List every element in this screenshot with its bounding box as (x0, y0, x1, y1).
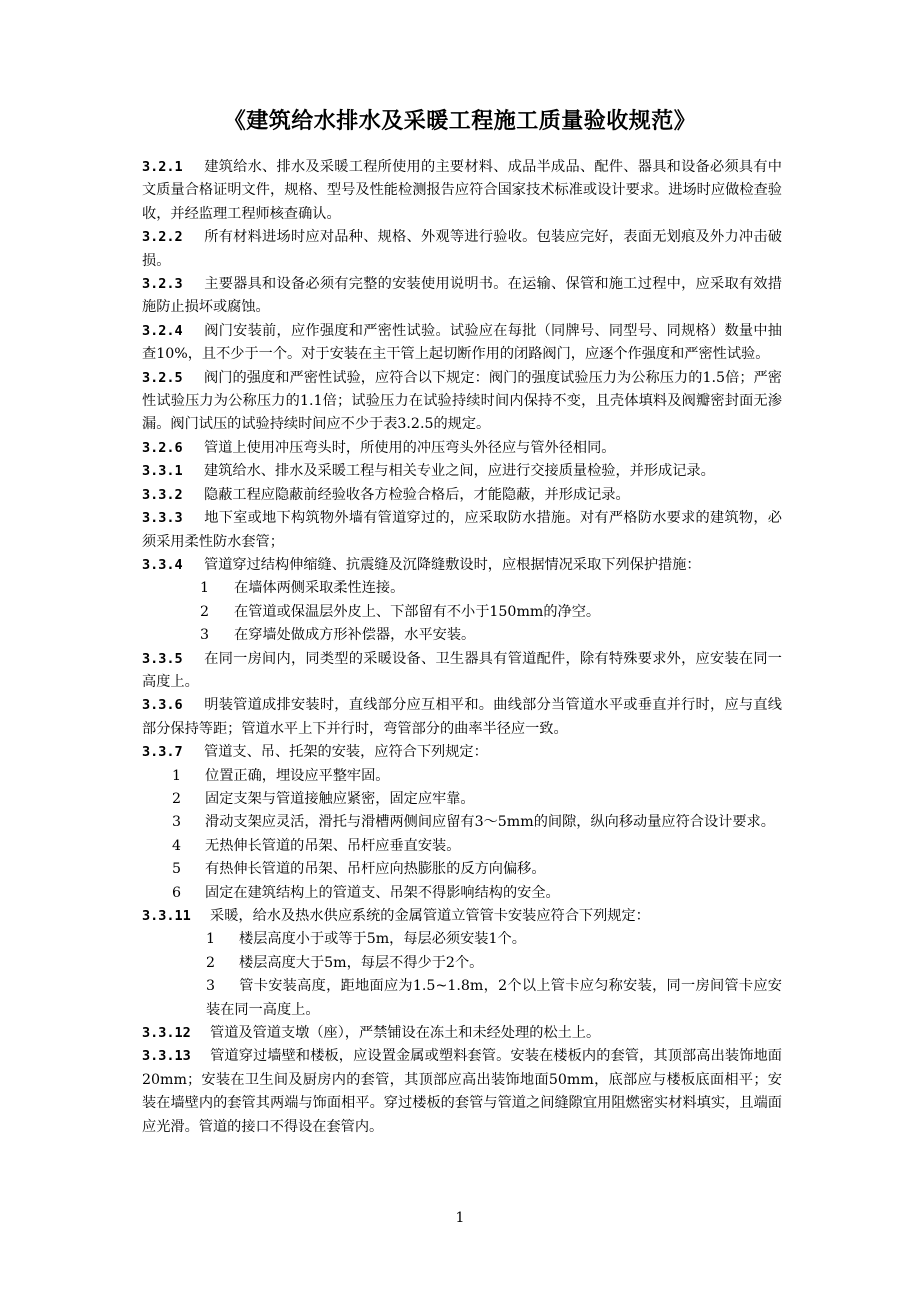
clause-text: 管道穿过墙壁和楼板，应设置金属或塑料套管。安装在楼板内的套管，其顶部高出装饰地面20mm；安装在卫生间及厨房内的套管，其顶部应高出装饰地面50mm，底部应与楼板底面相平；安装在墙壁内的套管其两端与饰面相平。穿过楼板的套管与管道之间缝隙宜用阻燃密实材料填实，且端面应光滑。管道的接口不得设在套管内。 (142, 1048, 782, 1135)
sub-item-text: 滑动支架应灵活，滑托与滑槽两侧间应留有3～5mm的间隙，纵向移动量应符合设计要求。 (205, 814, 775, 831)
sub-item-number: 6 (172, 884, 182, 901)
clause-number: 3.3.7 (142, 744, 183, 761)
sub-item-number: 2 (200, 603, 210, 620)
clause (142, 460, 782, 483)
sub-item-number: 5 (172, 861, 182, 878)
clause-number: 3.3.2 (142, 486, 183, 503)
sub-item (142, 601, 782, 624)
clause-text: 所有材料进场时应对品种、规格、外观等进行验收。包装应完好，表面无划痕及外力冲击破损。 (142, 229, 782, 269)
sub-item-text: 固定支架与管道接触应紧密，固定应牢靠。 (205, 790, 475, 807)
clause-text: 在同一房间内，同类型的采暖设备、卫生器具有管道配件，除有特殊要求外，应安装在同一高度上。 (142, 650, 782, 690)
clause (142, 484, 782, 507)
clause (142, 694, 782, 741)
sub-item-text: 楼层高度小于或等于5m，每层必须安装1个。 (239, 931, 526, 948)
sub-item (142, 975, 782, 1022)
clause-text: 隐蔽工程应隐蔽前经验收各方检验合格后，才能隐蔽，并形成记录。 (204, 486, 630, 503)
sub-item-number: 4 (172, 837, 182, 854)
clause-number: 3.3.1 (142, 463, 183, 480)
clause-number: 3.2.3 (142, 276, 183, 293)
sub-item-text: 固定在建筑结构上的管道支、吊架不得影响结构的安全。 (205, 884, 560, 901)
sub-item-number: 1 (172, 767, 182, 784)
sub-item (142, 788, 782, 811)
clause-number: 3.3.3 (142, 510, 183, 527)
clause (142, 554, 782, 577)
sub-item-number: 3 (206, 978, 216, 995)
clause-number: 3.3.4 (142, 556, 183, 573)
sub-item (142, 952, 782, 975)
sub-item-text: 在墙体两侧采取柔性连接。 (234, 580, 405, 597)
sub-item-number: 3 (172, 814, 182, 831)
document-title: 《建筑给水排水及采暖工程施工质量验收规范》 (223, 109, 697, 134)
clause-number: 3.2.4 (142, 322, 183, 339)
clause-text: 建筑给水、排水及采暖工程与相关专业之间，应进行交接质量检验，并形成记录。 (204, 463, 715, 480)
clause-text: 管道及管道支墩（座），严禁铺设在冻土和未经处理的松土上。 (210, 1025, 601, 1042)
clause (142, 367, 782, 437)
clause (142, 320, 782, 367)
clause (142, 226, 782, 273)
sub-item-text: 有热伸长管道的吊架、吊杆应向热膨胀的反方向偏移。 (205, 861, 546, 878)
clause-number: 3.2.1 (142, 159, 183, 175)
clause (142, 273, 782, 320)
clause-text: 管道上使用冲压弯头时，所使用的冲压弯头外径应与管外径相同。 (204, 439, 616, 456)
clause (142, 1022, 782, 1045)
sub-item (142, 928, 782, 951)
clause-text: 管道穿过结构伸缩缝、抗震缝及沉降缝敷设时，应根据情况采取下列保护措施： (204, 556, 701, 573)
clause-text: 阀门安装前，应作强度和严密性试验。试验应在每批（同牌号、同型号、同规格）数量中抽查10%，且不少于一个。对于安装在主干管上起切断作用的闭路阀门，应逐个作强度和严密性试验。 (142, 322, 782, 363)
clause (142, 1045, 782, 1139)
clause (142, 905, 782, 928)
sub-item-text: 位置正确，埋设应平整牢固。 (205, 767, 390, 784)
clause (142, 507, 782, 554)
clause-text: 地下室或地下构筑物外墙有管道穿过的，应采取防水措施。对有严格防水要求的建筑物，必须采用柔性防水套管； (142, 510, 782, 550)
clause-number: 3.2.5 (142, 369, 183, 386)
clause-text: 采暖，给水及热水供应系统的金属管道立管管卡安装应符合下列规定： (210, 908, 650, 924)
sub-item (142, 577, 782, 600)
clause-number: 3.3.11 (142, 908, 191, 924)
clause-number: 3.2.6 (142, 439, 183, 456)
page-number: 1 (455, 1210, 465, 1226)
sub-item (142, 835, 782, 858)
sub-item-text: 在管道或保温层外皮上、下部留有不小于150mm的净空。 (234, 603, 601, 620)
clause-number: 3.3.13 (142, 1048, 191, 1065)
clause-number: 3.3.6 (142, 697, 183, 714)
sub-item-number: 1 (200, 580, 210, 597)
sub-item-number: 2 (206, 954, 216, 971)
clause (142, 156, 782, 226)
clause-text: 阀门的强度和严密性试验，应符合以下规定：阀门的强度试验压力为公称压力的1.5倍；严密性试验压力为公称压力的1.1倍；试验压力在试验持续时间内保持不变，且壳体填料及阀瓣密封面无渗漏。阀门试压的试验持续时间应不少于表3.2.5的规定。 (142, 369, 782, 433)
clause-number: 3.3.5 (142, 650, 183, 667)
sub-item (142, 624, 782, 647)
clause-number: 3.3.12 (142, 1025, 191, 1042)
sub-item (142, 858, 782, 881)
sub-item-text: 管卡安装高度，距地面应为1.5~1.8m，2个以上管卡应匀称安装，同一房间管卡应安装在同一高度上。 (206, 978, 782, 1018)
sub-item-number: 1 (206, 931, 216, 948)
sub-item-number: 2 (172, 790, 182, 807)
clause-text: 管道支、吊、托架的安装，应符合下列规定： (204, 744, 488, 761)
sub-item (142, 882, 782, 905)
sub-item-text: 无热伸长管道的吊架、吊杆应垂直安装。 (205, 837, 461, 854)
document-body (142, 156, 782, 1139)
clause-text: 建筑给水、排水及采暖工程所使用的主要材料、成品半成品、配件、器具和设备必须具有中文质量合格证明文件，规格、型号及性能检测报告应符合国家技术标准或设计要求。进场时应做检查验收，并经监理工程师核查确认。 (142, 159, 782, 222)
sub-item-number: 3 (200, 627, 210, 644)
clause (142, 648, 782, 695)
sub-item (142, 811, 782, 834)
sub-item (142, 765, 782, 788)
clause-text: 主要器具和设备必须有完整的安装使用说明书。在运输、保管和施工过程中，应采取有效措施防止损坏或腐蚀。 (142, 276, 782, 316)
clause (142, 437, 782, 460)
sub-item-text: 在穿墙处做成方形补偿器，水平安装。 (234, 627, 476, 644)
clause-number: 3.2.2 (142, 229, 183, 246)
sub-item-text: 楼层高度大于5m，每层不得少于2个。 (239, 954, 484, 971)
clause (142, 741, 782, 764)
clause-text: 明装管道成排安装时，直线部分应互相平和。曲线部分当管道水平或垂直并行时，应与直线部分保持等距；管道水平上下并行时，弯管部分的曲率半径应一致。 (142, 697, 782, 737)
